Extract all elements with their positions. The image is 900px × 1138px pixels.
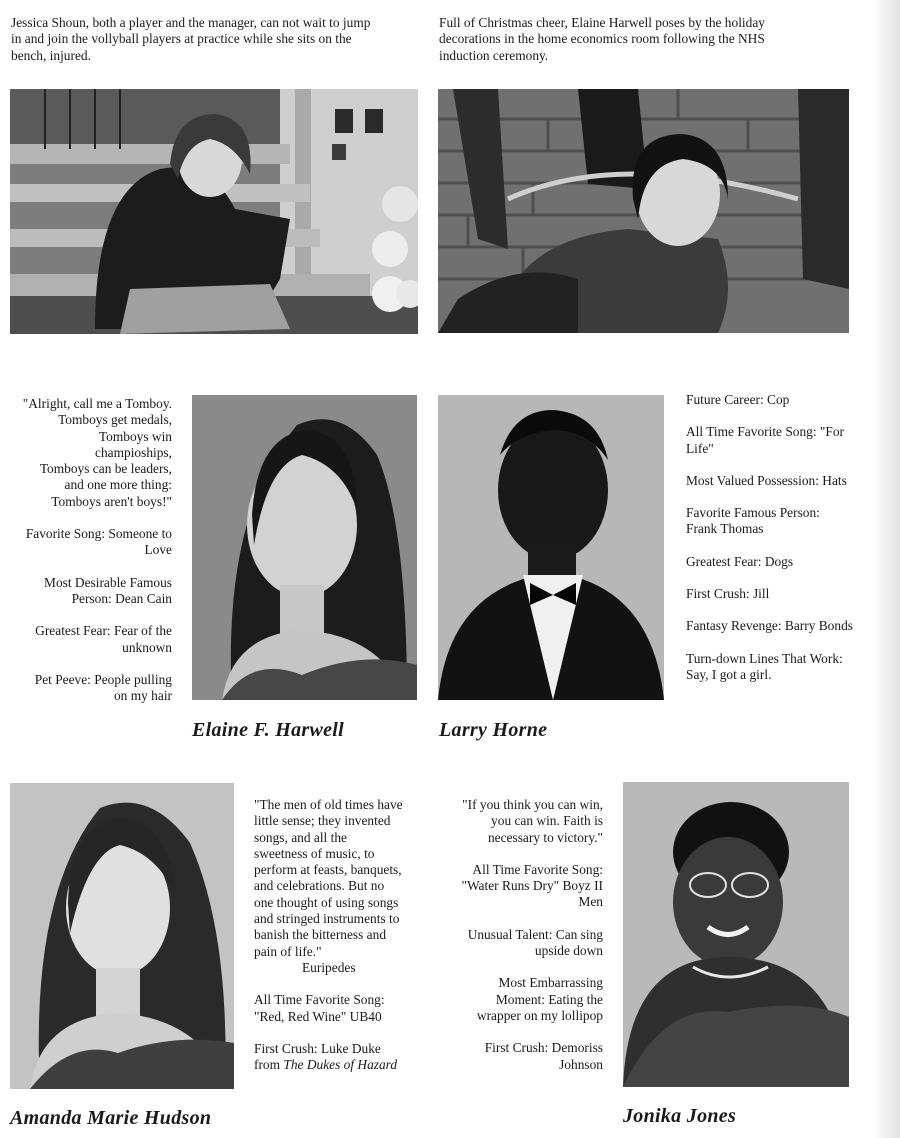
hudson-quote-author: Euripedes bbox=[302, 959, 356, 975]
horne-bio bbox=[686, 392, 876, 699]
horne-career: Future Career: Cop bbox=[686, 392, 790, 407]
hudson-song: All Time Favorite Song: "Red, Red Wine" UB40 bbox=[254, 992, 385, 1024]
hudson-portrait bbox=[10, 783, 234, 1089]
harwell-favorite-song: Favorite Song: Someone to Love bbox=[25, 526, 172, 558]
caption-harwell: Full of Christmas cheer, Elaine Harwell poses by the holiday decorations in the home economics room following the NHS induction ceremony. bbox=[439, 15, 765, 63]
hudson-bio bbox=[254, 797, 434, 1089]
horne-first-crush: First Crush: Jill bbox=[686, 586, 770, 602]
horne-famous-person: Favorite Famous Person: Frank Thomas bbox=[686, 505, 820, 537]
jones-quote: "If you think you can win, you can win. Faith is necessary to victory." bbox=[462, 797, 603, 845]
horne-possession: Most Valued Possession: Hats bbox=[686, 472, 847, 488]
jones-first-crush: First Crush: Demoriss Johnson bbox=[484, 1040, 603, 1072]
harwell-pet-peeve: Pet Peeve: People pulling on my hair bbox=[34, 671, 172, 704]
harwell-greatest-fear: Greatest Fear: Fear of the unknown bbox=[35, 623, 172, 655]
hudson-first-crush-show: The Dukes of Hazard bbox=[283, 1057, 398, 1073]
hudson-quote: "The men of old times have little sense; they invented songs, and all the sweetness of music, to perform at feasts, banquets, and celebrations. But no one thought of using songs and stringed instruments to banish the bitterness and pain of life." bbox=[254, 797, 403, 959]
caption-shoun: Jessica Shoun, both a player and the manager, can not wait to jump in and join the vollyball players at practice while she sits on the bench, injured. bbox=[11, 15, 371, 63]
jones-name: Jonika Jones bbox=[623, 1105, 737, 1127]
horne-greatest-fear: Greatest Fear: Dogs bbox=[686, 553, 794, 569]
horne-song: All Time Favorite Song: "For Life" bbox=[686, 424, 844, 456]
harwell-portrait bbox=[192, 395, 417, 700]
harwell-famous-person: Most Desirable Famous Person: Dean Cain bbox=[44, 574, 172, 606]
jones-portrait bbox=[623, 782, 849, 1087]
jones-song: All Time Favorite Song: "Water Runs Dry" Boyz II Men bbox=[461, 861, 603, 910]
horne-fantasy-revenge: Fantasy Revenge: Barry Bonds bbox=[686, 618, 853, 634]
jones-bio bbox=[441, 797, 603, 1089]
jones-talent: Unusual Talent: Can sing upside down bbox=[467, 926, 603, 959]
harwell-bio bbox=[10, 396, 172, 720]
page-gutter-shadow bbox=[874, 0, 900, 1138]
jones-embarrassing: Most Embarrassing Moment: Eating the wrapper on my lollipop bbox=[476, 975, 603, 1023]
hudson-name: Amanda Marie Hudson bbox=[10, 1107, 212, 1129]
volleyball-photo bbox=[10, 89, 418, 334]
horne-portrait bbox=[438, 395, 664, 700]
christmas-photo bbox=[438, 89, 849, 333]
harwell-name: Elaine F. Harwell bbox=[192, 719, 344, 741]
hudson-first-crush: First Crush: Luke Duke from The Dukes of Hazard bbox=[254, 1040, 398, 1073]
horne-lines: Turn-down Lines That Work: Say, I got a girl. bbox=[686, 650, 843, 682]
harwell-quote: "Alright, call me a Tomboy. Tomboys get medals, Tomboys win champioships, Tomboys can be leaders, and one more thing: Tomboys aren't boys!" bbox=[22, 396, 172, 509]
horne-name: Larry Horne bbox=[439, 719, 548, 741]
